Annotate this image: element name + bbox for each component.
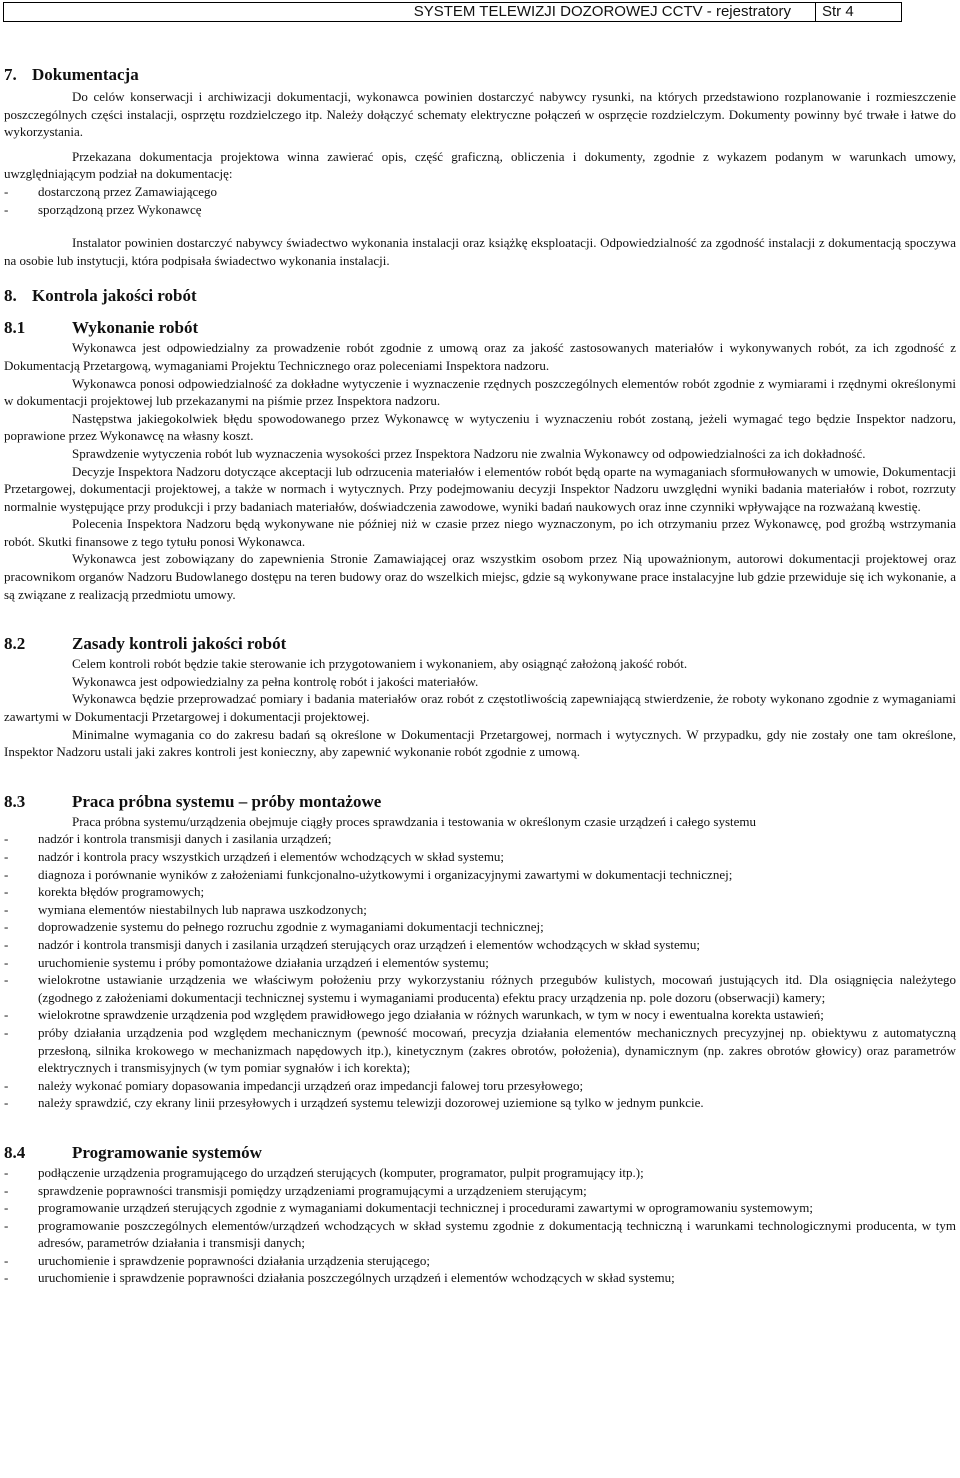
- list-item: - doprowadzenie systemu do pełnego rozruchu zgodnie z wymaganiami dokumentacji technicznej;: [4, 919, 544, 935]
- list-item: - uruchomienie i sprawdzenie poprawności działania urządzenia sterującego;: [4, 1252, 430, 1268]
- list-item: - należy wykonać pomiary dopasowania impedancji urządzeń oraz impedancji falowej toru przesyłowego;: [4, 1077, 584, 1093]
- section-7-paragraph-1: Do celów konserwacji i archiwizacji dokumentacji, wykonawca powinien dostarczyć nabywcy rysunki, na których przedstawiono rozplanowanie i rozmieszczenie poszczególnych części instalacji, osprzętu rozdzielczego itp. Należy dołączyć schematy elektryczne połączeń w osprzęcie rozdzielczym. Dokumenty powinny być trwałe i łatwe do wykorzystania.: [4, 89, 956, 140]
- section-7-paragraph-3: Instalator powinien dostarczyć nabywcy świadectwo wykonania instalacji oraz książkę eksploatacji. Odpowiedzialność za zgodność instalacji z dokumentacją spoczywa na osobie lub instytucji, która podpisała świadectwo wykonania instalacji.: [4, 235, 956, 268]
- section-7-number: 7.: [4, 65, 17, 84]
- section-8-1-paragraph: Decyzje Inspektora Nadzoru dotyczące akceptacji lub odrzucenia materiałów i elementów robót będą oparte na wymaganiach sformułowanych w umowie, Dokumentacji Przetargowej, dokumentacji projektowej, a także w normach i wytycznych. Przy podejmowaniu decyzji Inspektor Nadzoru uwzględni wyniki badania materiałów i robot, rozrzuty normalnie występujące przy produkcji i przy badaniach materiałów, doświadczenia zawodowe, wyniki badań naukowych oraz inne czynniki wpływające na rozważaną kwestię.: [4, 463, 956, 514]
- section-8-1-paragraph: Następstwa jakiegokolwiek błędu spowodowanego przez Wykonawcę w wytyczeniu i wyznaczeniu robót zostaną, jeżeli wymagać tego będzie Inspektor nadzoru, poprawione przez Wykonawcę na własny koszt.: [4, 410, 956, 444]
- section-8-1-paragraph: Wykonawca jest zobowiązany do zapewnienia Stronie Zamawiającej oraz wszystkim osobom przez Nią upoważnionym, autorowi dokumentacji projektowej oraz pracownikom organów Nadzoru Budowlanego dostępu na teren budowy oraz do wszelkich miejsc, gdzie są wykonywane prace instalacyjne lub gdzie przewiduje się ich wykonanie, a są związane z realizacją przedmiotu umowy.: [4, 551, 956, 602]
- header-page-number: Str 4: [815, 3, 901, 21]
- section-8-3-title: Praca próbna systemu – próby montażowe: [72, 791, 382, 811]
- section-7-title: Dokumentacja: [32, 65, 139, 84]
- section-8-title: Kontrola jakości robót: [32, 286, 197, 306]
- section-8-2-paragraph: Celem kontroli robót będzie takie sterowanie ich przygotowaniem i wykonaniem, aby osiągnąć założoną jakość robót.: [72, 656, 688, 672]
- section-8-2-number: 8.2: [4, 634, 26, 654]
- list-item: - sporządzoną przez Wykonawcę: [4, 201, 202, 217]
- section-8-1-paragraph: Wykonawca ponosi odpowiedzialność za dokładne wytyczenie i wyznaczenie rzędnych poszczególnych elementów robót zgodnie z wymiarami i rzędnymi określonymi w dokumentacji projektowej lub przekazanymi na piśmie przez Inspektora nadzoru.: [4, 375, 956, 409]
- list-item: - uruchomienie i sprawdzenie poprawności działania poszczególnych urządzeń i elementów wchodzących w skład systemu;: [4, 1270, 675, 1286]
- list-item: - nadzór i kontrola transmisji danych i zasilania urządzeń;: [4, 831, 332, 847]
- page-header: [3, 2, 902, 22]
- list-item: - wielokrotne ustawianie urządzenia we właściwym położeniu przy wykorzystaniu różnych przegubów kulistych, mocowań justujących itd. Dla osiągnięcia należytego (zgodnego z założeniami dokumentacji technicznej systemu i wymaganiami producenta) efektu pracy urządzenia np. pole dozoru (obserwacji) kamery;: [4, 972, 956, 1005]
- list-item: - nadzór i kontrola pracy wszystkich urządzeń i elementów wchodzących w skład systemu;: [4, 849, 505, 864]
- section-8-1-paragraph: Polecenia Inspektora Nadzoru będą wykonywane nie później niż w czasie przez niego wyznaczonym, po ich otrzymaniu przez Wykonawcę, pod groźbą wstrzymania robót. Skutki finansowe z tego tytułu ponosi Wykonawca.: [4, 516, 956, 549]
- section-8-heading: [4, 285, 956, 307]
- section-8-2-paragraph: Wykonawca będzie przeprowadzać pomiary i badania materiałów oraz robót z częstotliwością zapewniającą stwierdzenie, że roboty wykonano zgodnie z wymaganiami zawartymi w Dokumentacji Przetargowej i dokumentacji projektowej.: [4, 691, 956, 725]
- list-item: - diagnoza i porównanie wyników z założeniami funkcjonalno-użytkowymi i organizacyjnymi zawartymi w dokumentacji technicznej;: [4, 866, 733, 882]
- list-item: - programowanie poszczególnych elementów/urządzeń wchodzących w skład systemu zgodnie z dokumentacją techniczną i warunkami technologicznymi producenta, w tym adresów, parametrów działania i transmisji danych;: [4, 1217, 956, 1251]
- list-item: - uruchomienie systemu i próby pomontażowe działania urządzeń i elementów systemu;: [4, 954, 489, 970]
- list-item: - korekta błędów programowych;: [4, 884, 205, 900]
- section-8-4-heading: [4, 1142, 956, 1164]
- section-8-3-heading: [4, 791, 956, 813]
- section-8-2-title: Zasady kontroli jakości robót: [72, 634, 287, 654]
- list-item: - należy sprawdzić, czy ekrany linii przesyłowych i urządzeń systemu telewizji dozorowej uziemione są tylko w jednym punkcie.: [4, 1095, 704, 1111]
- section-8-1-paragraph: Sprawdzenie wytyczenia robót lub wyznaczenia wysokości przez Inspektora Nadzoru nie zwalnia Wykonawcy od odpowiedzialności za ich dokładność.: [72, 445, 866, 461]
- list-item: - podłączenie urządzenia programującego do urządzeń sterujących (komputer, programator, pulpit programujący itp.);: [4, 1164, 644, 1180]
- list-item: - wielokrotne sprawdzenie urządzenia pod względem prawidłowego jego działania w różnych warunkach, w tym w nocy i ewentualna korekta ustawień;: [4, 1007, 824, 1023]
- section-8-2-paragraph: Minimalne wymagania co do zakresu badań są określone w Dokumentacji Przetargowej, normach i wytycznych. W przypadku, gdy nie zostały one tam określone, Inspektor Nadzoru ustali jaki zakres kontroli jest konieczny, aby zapewnić wykonanie robót zgodnie z umową.: [4, 726, 956, 760]
- section-8-4-number: 8.4: [4, 1142, 26, 1162]
- list-item: - próby działania urządzenia pod względem mechanicznym (pewność mocowań, precyzja działania elementów mechanicznych precyzyjnej np. obiektywu z automatyczną przesłoną, silnika krokowego w mechanizmach napędowych itp.), kinetycznym (zakres obrotów, położenia), dynamicznym (np. zakres obrotów głowicy) oraz parametrów elektrycznych i transmisyjnych (w tym pomiar sygnałów i ich korekta);: [4, 1024, 956, 1076]
- section-8-3-intro: Praca próbna systemu/urządzenia obejmuje ciągły proces sprawdzania i testowania w określonym czasie urządzeń i całego systemu: [72, 813, 757, 829]
- section-8-2-paragraph: Wykonawca jest odpowiedzialny za pełna kontrolę robót i jakości materiałów.: [72, 673, 479, 689]
- header-title: SYSTEM TELEWIZJI DOZOROWEJ CCTV - rejestratory: [413, 3, 791, 20]
- section-8-1-heading: [4, 317, 956, 339]
- list-item: - sprawdzenie poprawności transmisji pomiędzy urządzeniami programującymi a urządzeniem sterującym;: [4, 1182, 587, 1198]
- section-7-paragraph-2: Przekazana dokumentacja projektowa winna zawierać opis, część graficzną, obliczenia i dokumenty, zgodnie z wykazem podanym w warunkach umowy, uwzględniającym podział na dokumentację:: [4, 148, 956, 182]
- list-item: - dostarczoną przez Zamawiającego: [4, 183, 218, 199]
- section-8-2-heading: [4, 633, 956, 655]
- section-8-1-paragraph: Wykonawca jest odpowiedzialny za prowadzenie robót zgodnie z umową oraz za jakość zastosowanych materiałów i wykonywanych robót, za ich zgodność z Dokumentacją Przetargową, wymaganiami Projektu Technicznego oraz poleceniami Inspektora nadzoru.: [4, 340, 956, 373]
- section-8-1-title: Wykonanie robót: [72, 318, 199, 338]
- document-body: [4, 64, 956, 1287]
- list-item: - wymiana elementów niestabilnych lub naprawa uszkodzonych;: [4, 901, 367, 917]
- section-8-4-title: Programowanie systemów: [72, 1142, 262, 1162]
- list-item: - nadzór i kontrola transmisji danych i zasilania urządzeń sterujących oraz urządzeń i elementów wchodzących w skład systemu;: [4, 936, 701, 952]
- list-item: - programowanie urządzeń sterujących zgodnie z wymaganiami dokumentacji technicznej i procedurami zawartymi w oprogramowaniu systemowym;: [4, 1200, 814, 1216]
- section-8-number: 8.: [4, 286, 17, 306]
- section-8-3-number: 8.3: [4, 791, 26, 811]
- section-8-1-number: 8.1: [4, 318, 26, 338]
- section-7-heading: [4, 64, 956, 86]
